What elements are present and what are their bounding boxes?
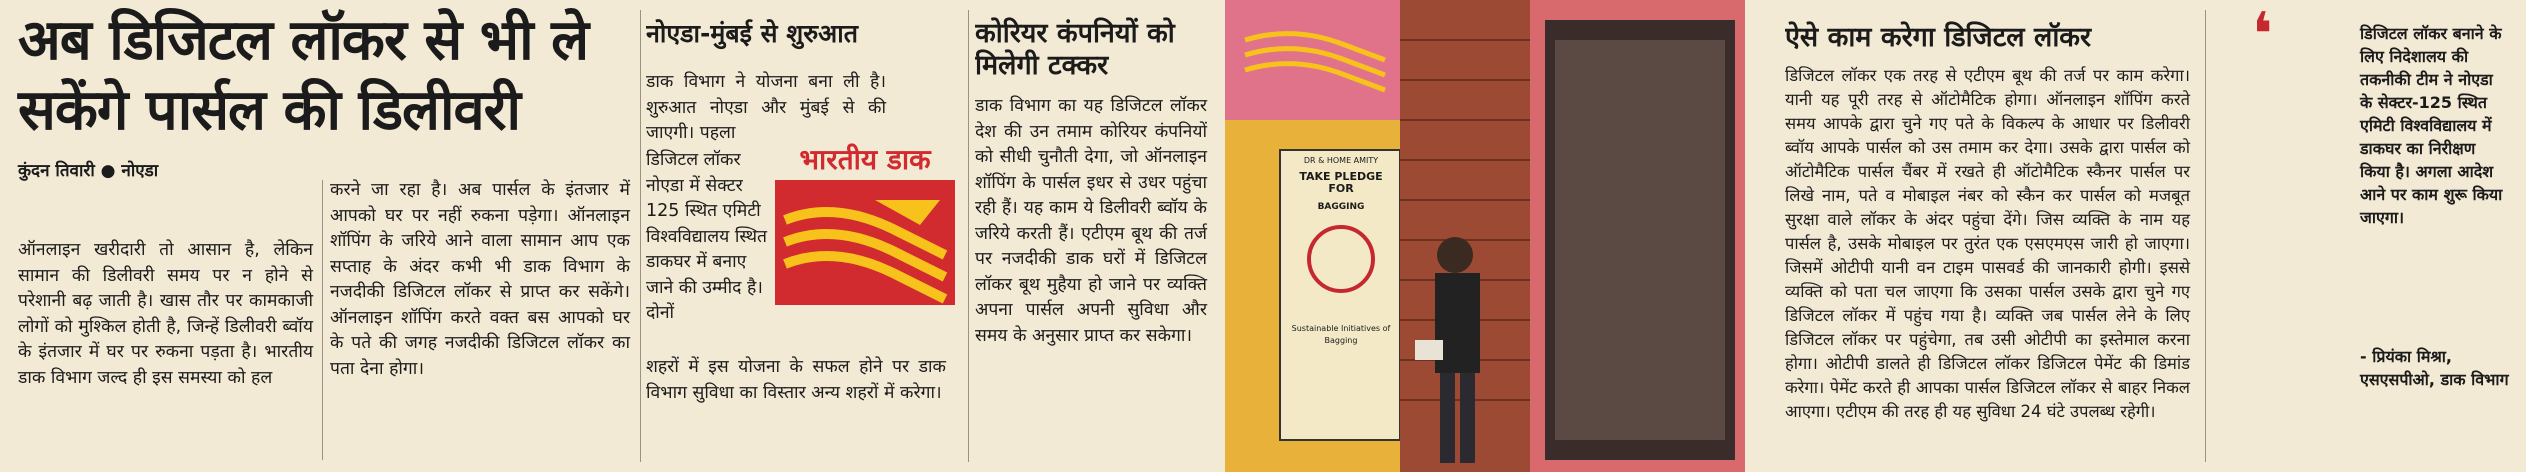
quote-section	[2212, 0, 2522, 472]
column-divider	[322, 180, 323, 460]
byline: कुंदन तिवारी ● नोएडा	[18, 161, 159, 181]
pledge-sign	[1285, 155, 1397, 347]
main-article	[0, 0, 640, 472]
india-post-logo	[775, 140, 955, 310]
quote-author: - प्रियंका मिश्रा, एसएसपीओ, डाक विभाग	[2360, 347, 2509, 389]
noida-section-title: नोएडा-मुंबई से शुरुआत	[646, 19, 858, 48]
quote-mark-icon: ❛	[2252, 0, 2273, 70]
headline-line-1: अब डिजिटल लॉकर से भी ले	[18, 8, 589, 73]
india-post-emblem-icon	[775, 180, 955, 305]
headline-line-2: सकेंगे पार्सल की डिलीवरी	[18, 78, 521, 143]
column-divider	[2205, 10, 2206, 462]
no-bagging-icon	[1307, 225, 1375, 293]
how-it-works-text: डिजिटल लॉकर एक तरह से एटीएम बूथ की तर्ज पर काम करेगा। यानी यह पूरी तरह से ऑटोमैटिक होगा। ऑनलाइन शॉपिंग करते समय आपके द्वारा चुने गए पते के विकल्प के आधार पर डिलीवरी ब्वॉय आपके पार्सल को उस तमाम कर देगा। उसके द्वारा पार्सल को ऑटोमैटिक पार्सल चैंबर में रखते ही ऑटोमैटिक स्कैनर पार्सल पर लिखे नाम, पते व मोबाइल नंबर को स्कैन कर पार्सल को मजबूत सुरक्षा वाले लॉकर के अंदर पहुंचा देंगे। जिस व्यक्ति के नाम यह पार्सल है, उसके मोबाइल पर तुरंत एक एसएमएस जारी हो जाएगा। जिसमें ओटीपी यानी वन टाइम पासवर्ड की जानकारी होगी। इससे व्यक्ति को पता चल जाएगा कि उसका पार्सल उसके द्वारा चुने गए डिजिटल लॉकर में पहुंच गया है। व्यक्ति जब पार्सल लेने के लिए डिजिटल लॉकर पर पहुंचेगा, तब उसी ओटीपी का इस्तेमाल करना होगा। ओटीपी डालते ही डिजिटल लॉकर डिजिटल पेमेंट की डिमांड करेगा। पेमेंट करते ही आपका पार्सल डिजिटल लॉकर से बाहर निकल आएगा। एटीएम की तरह ही यह सुविधा 24 घंटे उपलब्ध रहेगी।	[1785, 66, 2190, 421]
pledge-sign-sub: BAGGING	[1317, 202, 1365, 212]
article-body-col-2: करने जा रहा है। अब पार्सल के इंतजार में आपको घर पर नहीं रुकना पड़ेगा। ऑनलाइन शॉपिंग के जरिये आने वाला सामान आप एक सप्ताह के अंदर कभी भी डाक विभाग के नजदीकी डिजिटल लॉकर से प्राप्त कर सकेंगे। ऑनलाइन शॉपिंग करते वक्त बस आपको घर के पते की जगह नजदीकी डिजिटल लॉकर का पता देना होगा।	[330, 180, 630, 379]
column-divider	[640, 10, 641, 462]
india-post-logo-text: भारतीय डाक	[799, 143, 931, 176]
post-office-photo	[1225, 0, 1745, 472]
noida-section-text-left: डिजिटल लॉकर नोएडा में सेक्टर 125 स्थित एमिटी विश्वविद्यालय स्थित डाकघर में बनाए जाने की उम्मीद है। दोनों	[646, 150, 767, 323]
courier-section-text: डाक विभाग का यह डिजिटल लॉकर देश की उन तमाम कोरियर कंपनियों को सीधी चुनौती देगा, जो ऑनलाइन शॉपिंग के पार्सल इधर से उधर पहुंचा रही हैं। यह काम ये डिलीवरी ब्वॉय के जरिये करती हैं। एटीएम बूथ की तर्ज पर नजदीकी डाक घरों में डिजिटल लॉकर बूथ मुहैया हो जाने पर व्यक्ति अपना पार्सल अपनी सुविधा और समय के अनुसार प्राप्त कर सकेगा।	[975, 96, 1207, 346]
courier-section	[975, 0, 1215, 472]
quote-text: डिजिटल लॉकर बनाने के लिए निदेशालय की तकनीकी टीम ने नोएडा के सेक्टर-125 स्थित एमिटी विश्वविद्यालय में डाकघर का निरीक्षण किया है। अगला आदेश आने पर काम शुरू किया जाएगा।	[2360, 24, 2503, 227]
article-body-col-1: ऑनलाइन खरीदारी तो आसान है, लेकिन सामान की डिलीवरी समय पर न होने से परेशानी बढ़ जाती है। खास तौर पर कामकाजी लोगों को मुश्किल होती है, जिन्हें डिलीवरी ब्वॉय के इंतजार में घर पर रुकना पड़ता है। भारतीय डाक विभाग जल्द ही इस समस्या को हल	[18, 240, 313, 388]
how-it-works-title: ऐसे काम करेगा डिजिटल लॉकर	[1785, 22, 2092, 53]
pledge-sign-footer: Sustainable Initiatives of Bagging	[1291, 324, 1391, 345]
noida-section-text-top: डाक विभाग ने योजना बना ली है। शुरुआत नोएडा और मुंबई से की जाएगी। पहला	[646, 72, 886, 143]
courier-section-title-1: कोरियर कंपनियों को	[975, 18, 1175, 49]
how-it-works-section	[1785, 0, 2195, 472]
column-divider	[968, 10, 969, 462]
courier-section-title-2: मिलेगी टक्कर	[975, 50, 1109, 81]
noida-section-text-bottom: शहरों में इस योजना के सफल होने पर डाक विभाग सुविधा का विस्तार अन्य शहरों में करेगा।	[646, 357, 946, 403]
pledge-sign-title: TAKE PLEDGE FOR	[1299, 170, 1383, 195]
pledge-sign-header: DR & HOME AMITY	[1303, 156, 1379, 165]
